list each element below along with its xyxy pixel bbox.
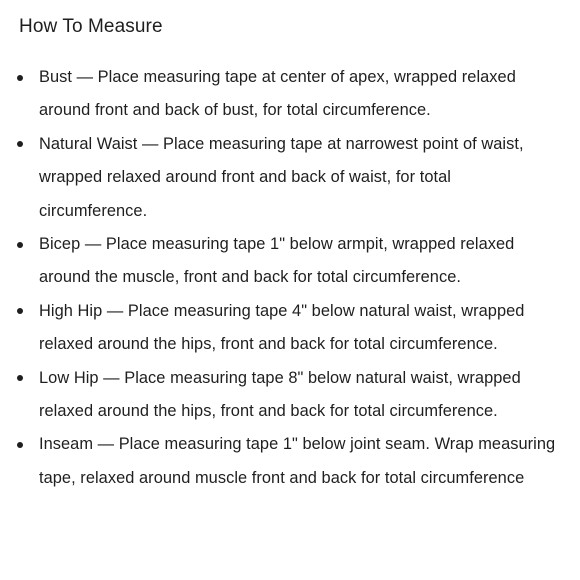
list-item-natural-waist [0, 128, 580, 228]
bullet-icon [17, 141, 23, 147]
list-item-text: Natural Waist — Place measuring tape at narrowest point of waist, wrapped relaxed around front and back of waist, for total circumference. [39, 134, 524, 220]
list-item-high-hip [0, 295, 580, 362]
bullet-icon [17, 308, 23, 314]
bullet-icon [17, 442, 23, 448]
bullet-icon [17, 75, 23, 81]
list-item-bicep [0, 228, 580, 295]
list-item-text: Inseam — Place measuring tape 1" below joint seam. Wrap measuring tape, relaxed around muscle front and back for total circumference [39, 435, 556, 487]
measurement-list [0, 61, 580, 495]
bullet-icon [17, 242, 23, 248]
list-item-inseam [0, 428, 580, 495]
list-item-bust [0, 61, 580, 128]
list-item-text: High Hip — Place measuring tape 4" below natural waist, wrapped relaxed around the hips, front and back for total circumference. [39, 301, 525, 354]
list-item-text: Low Hip — Place measuring tape 8" below natural waist, wrapped relaxed around the hips, front and back for total circumference. [39, 368, 521, 421]
list-item-text: Bust — Place measuring tape at center of apex, wrapped relaxed around front and back of bust, for total circumference. [39, 68, 516, 120]
list-item-low-hip [0, 362, 580, 429]
page-title: How To Measure [19, 16, 163, 37]
bullet-icon [17, 375, 23, 381]
list-item-text: Bicep — Place measuring tape 1" below armpit, wrapped relaxed around the muscle, front and back for total circumference. [39, 235, 515, 287]
